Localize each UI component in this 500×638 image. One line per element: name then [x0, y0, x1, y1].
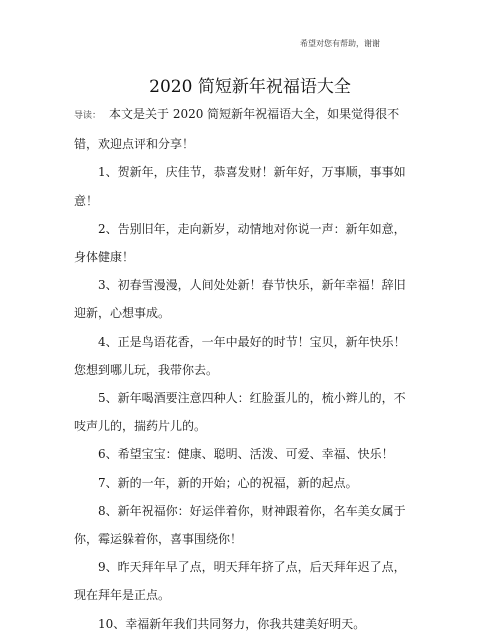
page-title: 2020 简短新年祝福语大全: [149, 77, 351, 97]
list-item: 2、告别旧年，走向新岁，动情地对你说一声：新年如意，身体健康！: [74, 221, 406, 265]
list-item: 10、幸福新年我们共同努力，你我共建美好明天。: [98, 616, 366, 631]
list-item: 4、正是鸟语花香，一年中最好的时节！宝贝，新年快乐！您想到哪儿玩，我带你去。: [74, 334, 406, 377]
list-item: 1、贺新年，庆佳节，恭喜发财！新年好，万事顺，事事如意！: [74, 165, 406, 208]
list-item: 6、希望宝宝：健康、聪明、活泼、可爱、幸福、快乐！: [98, 447, 394, 462]
list-item: 5、新年喝酒要注意四种人：红脸蛋儿的，梳小辫儿的，不吱声儿的，揣药片儿的。: [74, 391, 406, 434]
list-item: 9、昨天拜年早了点，明天拜年挤了点，后天拜年迟了点，现在拜年是正点。: [74, 560, 406, 603]
intro-paragraph: [74, 100, 414, 158]
header-note: 希望对您有帮助，谢谢: [300, 39, 380, 48]
list-item: 7、新的一年，新的开始；心的祝福，新的起点。: [98, 475, 358, 490]
document-body: [74, 100, 414, 638]
intro-text: 本文是关于 2020 简短新年祝福语大全，如果觉得很不错，欢迎点评和分享！: [74, 107, 400, 152]
list-item: 3、初春雪漫漫，人间处处新！春节快乐，新年幸福！辞旧迎新，心想事成。: [74, 278, 406, 321]
list-item: 8、新年祝福你：好运伴着你，财神跟着你，名车美女属于你，霉运躲着你，喜事围绕你！: [74, 503, 406, 547]
intro-tag: 导读：: [74, 111, 102, 121]
